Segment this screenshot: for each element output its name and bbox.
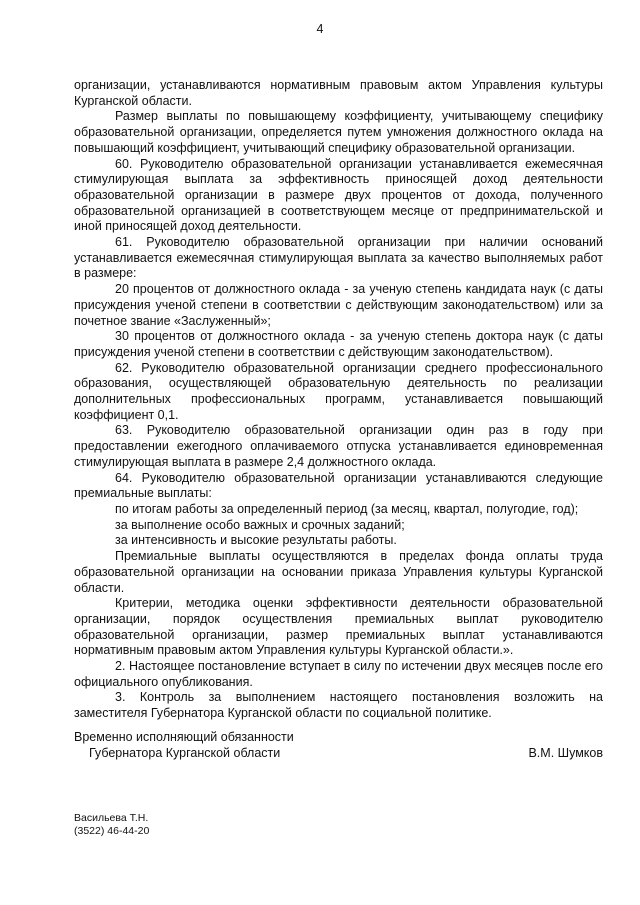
contact-block	[74, 812, 149, 838]
paragraph-64: 64. Руководителю образовательной организации устанавливаются следующие премиальные выплаты:	[74, 470, 603, 501]
paragraph-61-doctor: 30 процентов от должностного оклада - за ученую степень доктора наук (с даты присуждения ученой степени в соответствии с действующим законодательством).	[74, 329, 603, 359]
list-item-intensity: за интенсивность и высокие результаты работы.	[115, 533, 397, 548]
paragraph-60: 60. Руководителю образовательной организации устанавливается ежемесячная стимулирующая выплата за эффективность приносящей доход деятельности образовательной организации в размере двух процентов от дохода, полученного образовательной организацией в соответствующем месяце от предпринимательской и иной приносящей доход деятельности.	[74, 156, 603, 234]
paragraph-61-candidate: 20 процентов от должностного оклада - за ученую степень кандидата наук (с даты присуждения ученой степени в соответствии с действующим законодательством) или за почетное звание «Заслуженный»;	[74, 282, 603, 328]
list-item-urgent-tasks: за выполнение особо важных и срочных заданий;	[115, 517, 405, 532]
contact-name: Васильева Т.Н.	[74, 812, 149, 824]
paragraph-63: 63. Руководителю образовательной организации один раз в году при предоставлении ежегодного оплачиваемого отпуска устанавливается единовременная стимулирующая выплата в размере 2,4 должностного оклада.	[74, 423, 603, 469]
paragraph-2-effective-date: 2. Настоящее постановление вступает в силу по истечении двух месяцев после его официального опубликования.	[74, 659, 603, 689]
signature-title-line1: Временно исполняющий обязанности	[74, 730, 294, 744]
paragraph-62: 62. Руководителю образовательной организации среднего профессионального образования, осуществляющей образовательную деятельность по реализации дополнительных профессиональных программ, устанавливается повышающий коэффициент 0,1.	[74, 360, 603, 422]
signatory-name: В.М. Шумков	[528, 746, 603, 760]
signature-block	[74, 729, 603, 761]
page-number: 4	[316, 22, 324, 36]
contact-phone: (3522) 46-44-20	[74, 825, 150, 837]
paragraph-3-control: 3. Контроль за выполнением настоящего постановления возложить на заместителя Губернатора Курганской области по социальной политике.	[74, 690, 603, 721]
paragraph-coefficient-size: Размер выплаты по повышающему коэффициенту, учитывающему специфику образовательной организации, определяется путем умножения должностного оклада на повышающий коэффициент, учитывающий специфику образовательной организации.	[74, 109, 603, 155]
signature-title-line2: Губернатора Курганской области	[89, 746, 281, 760]
paragraph-bonus-fund: Премиальные выплаты осуществляются в пределах фонда оплаты труда образовательной организации на основании приказа Управления культуры Курганской области.	[74, 549, 603, 595]
list-item-period-results: по итогам работы за определенный период (за месяц, квартал, полугодие, год);	[115, 501, 579, 516]
paragraph-criteria: Критерии, методика оценки эффективности деятельности образовательной организации, порядок осуществления премиальных выплат руководителю образовательной организации, размер премиальных выплат устанавливаются нормативным правовым актом Управления культуры Курганской области.».	[74, 596, 603, 658]
paragraph-continuation: организации, устанавливаются нормативным правовым актом Управления культуры Курганской области.	[74, 78, 603, 108]
paragraph-61: 61. Руководителю образовательной организации при наличии оснований устанавливается ежемесячная стимулирующая выплата за качество выполняемых работ в размере:	[74, 235, 603, 281]
document-body	[74, 78, 603, 722]
